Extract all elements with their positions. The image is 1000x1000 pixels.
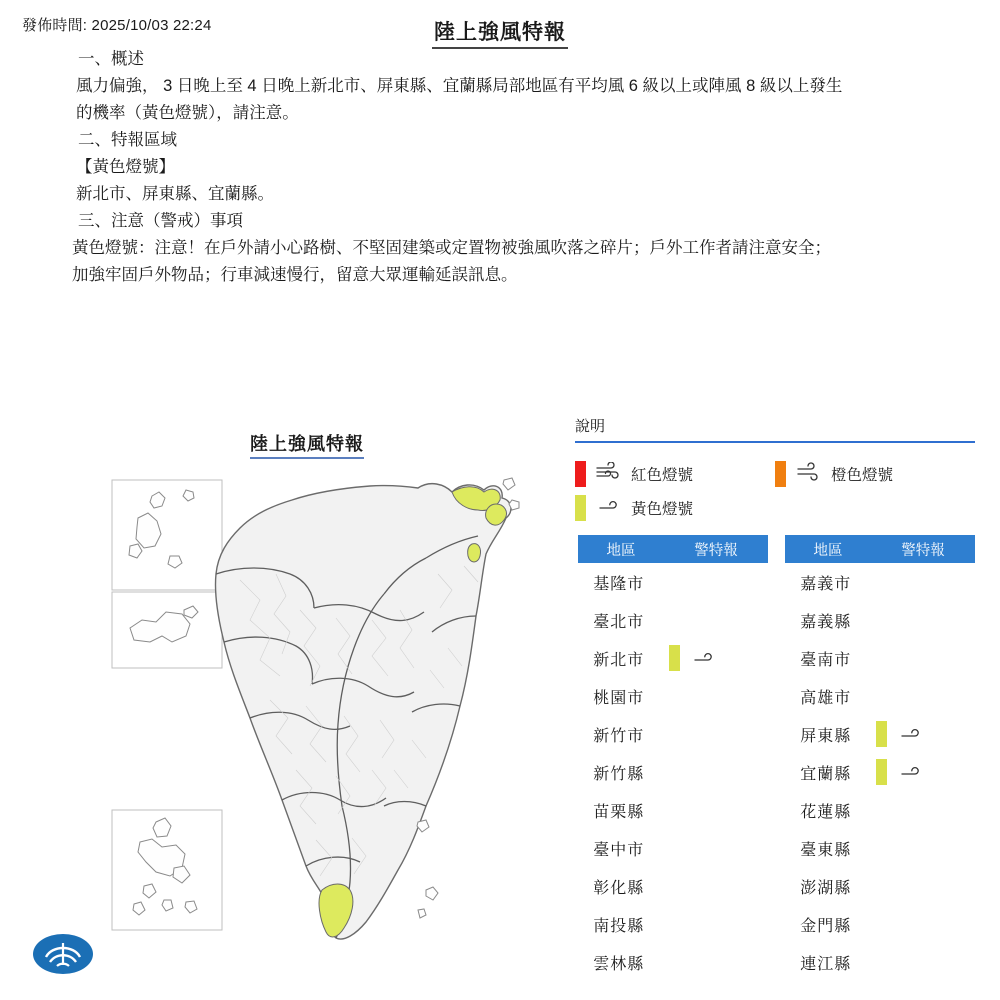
legend-label-orange: 橙色燈號 (831, 467, 894, 484)
legend-items (575, 457, 975, 525)
region-name: 連江縣 (800, 955, 852, 973)
table-row (578, 829, 768, 867)
report-body (72, 46, 938, 289)
region-name: 宜蘭縣 (800, 765, 852, 783)
warning-cell (866, 759, 975, 785)
table-row (578, 791, 768, 829)
table-row (785, 943, 975, 981)
warning-cell (659, 645, 768, 671)
region-name: 基隆市 (593, 575, 645, 593)
section2-level: 【黃色燈號】 (76, 158, 175, 176)
legend-item-red (575, 457, 775, 491)
legend-swatch-orange (775, 461, 786, 487)
region-name: 花蓮縣 (800, 803, 852, 821)
table-row (578, 905, 768, 943)
column-header-region: 地區 (606, 542, 636, 559)
section1-heading: 一、概述 (78, 50, 144, 68)
taiwan-outline (215, 484, 510, 939)
table-header-left (578, 535, 768, 563)
warning-swatch-yellow (876, 759, 887, 785)
region-name: 臺南市 (800, 651, 852, 669)
taiwan-warning-map (100, 470, 560, 990)
wind-icon-yellow (896, 762, 926, 782)
column-header-region: 地區 (813, 542, 843, 559)
region-name: 苗栗縣 (593, 803, 645, 821)
legend-item-yellow (575, 491, 775, 525)
table-row (785, 563, 975, 601)
section1-line2: 的機率（黃色燈號），請注意。 (76, 104, 299, 122)
section2-heading: 二、特報區域 (78, 131, 177, 149)
legend-swatch-yellow (575, 495, 586, 521)
region-name: 嘉義市 (800, 575, 852, 593)
warning-swatch-yellow (876, 721, 887, 747)
wind-icon-yellow (896, 724, 926, 744)
issue-time: 發佈時間: 2025/10/03 22:24 (22, 17, 212, 34)
region-name: 金門縣 (800, 917, 852, 935)
region-name: 臺北市 (593, 613, 645, 631)
warning-swatch-yellow (669, 645, 680, 671)
table-row (578, 867, 768, 905)
region-name: 新北市 (593, 651, 645, 669)
warning-tables (578, 535, 978, 981)
legend-swatch-red (575, 461, 586, 487)
region-name: 南投縣 (593, 917, 645, 935)
legend-item-orange (775, 457, 975, 491)
warning-cell (866, 721, 975, 747)
region-name: 臺東縣 (800, 841, 852, 859)
county-highlight-yilan-south (468, 544, 481, 562)
section3-line1: 黃色燈號：注意！在戶外請小心路樹、不堅固建築或定置物被強風吹落之碎片；戶外工作者請注意安全； (72, 239, 831, 257)
region-name: 屏東縣 (800, 727, 852, 745)
table-row (785, 639, 975, 677)
page-title-text: 陸上強風特報 (432, 21, 568, 49)
inset-box-matsu (112, 480, 222, 590)
table-row (785, 791, 975, 829)
region-name: 嘉義縣 (800, 613, 852, 631)
region-name: 彰化縣 (593, 879, 645, 897)
section3-line2: 加強牢固戶外物品；行車減速慢行，留意大眾運輸延誤訊息。 (72, 266, 518, 284)
table-row (578, 753, 768, 791)
region-name: 新竹市 (593, 727, 645, 745)
column-header-warning: 警特報 (694, 542, 738, 559)
cwa-logo (32, 933, 94, 975)
table-row (785, 601, 975, 639)
section2-areas: 新北市、屏東縣、宜蘭縣。 (76, 185, 274, 203)
table-row (578, 677, 768, 715)
wind-icon-yellow (594, 496, 624, 521)
legend-label-yellow: 黃色燈號 (631, 501, 694, 518)
legend-divider (575, 441, 975, 443)
table-header-right (785, 535, 975, 563)
table-row (785, 905, 975, 943)
region-name: 雲林縣 (593, 955, 645, 973)
warning-table-left (578, 535, 768, 981)
wind-icon-orange (794, 462, 824, 487)
map-title (250, 430, 364, 456)
table-row (785, 867, 975, 905)
page-title (0, 16, 1000, 46)
table-row (578, 639, 768, 677)
column-header-warning: 警特報 (901, 542, 945, 559)
region-name: 新竹縣 (593, 765, 645, 783)
table-row (578, 715, 768, 753)
table-row (785, 715, 975, 753)
legend-title: 說明 (575, 418, 606, 435)
table-row (785, 829, 975, 867)
region-name: 高雄市 (800, 689, 852, 707)
section1-line1: 風力偏強， 3 日晚上至 4 日晚上新北市、屏東縣、宜蘭縣局部地區有平均風 6 級以上或陣風 8 級以上發生 (76, 77, 843, 95)
wind-icon-red (594, 462, 624, 487)
penghu-islands (133, 818, 197, 915)
matsu-islands (129, 490, 194, 568)
kinmen-islands (130, 606, 198, 642)
table-row (785, 753, 975, 791)
taiwan-main-island (215, 478, 519, 939)
warning-table-right (785, 535, 975, 981)
table-row (578, 601, 768, 639)
region-name: 桃園市 (593, 689, 645, 707)
section3-heading: 三、注意（警戒）事項 (78, 212, 243, 230)
table-row (785, 677, 975, 715)
map-title-text: 陸上強風特報 (250, 434, 364, 459)
legend-label-red: 紅色燈號 (631, 467, 694, 484)
table-row (578, 943, 768, 981)
wind-icon-yellow (689, 648, 719, 668)
legend-panel (575, 415, 975, 525)
table-row (578, 563, 768, 601)
region-name: 臺中市 (593, 841, 645, 859)
region-name: 澎湖縣 (800, 879, 852, 897)
